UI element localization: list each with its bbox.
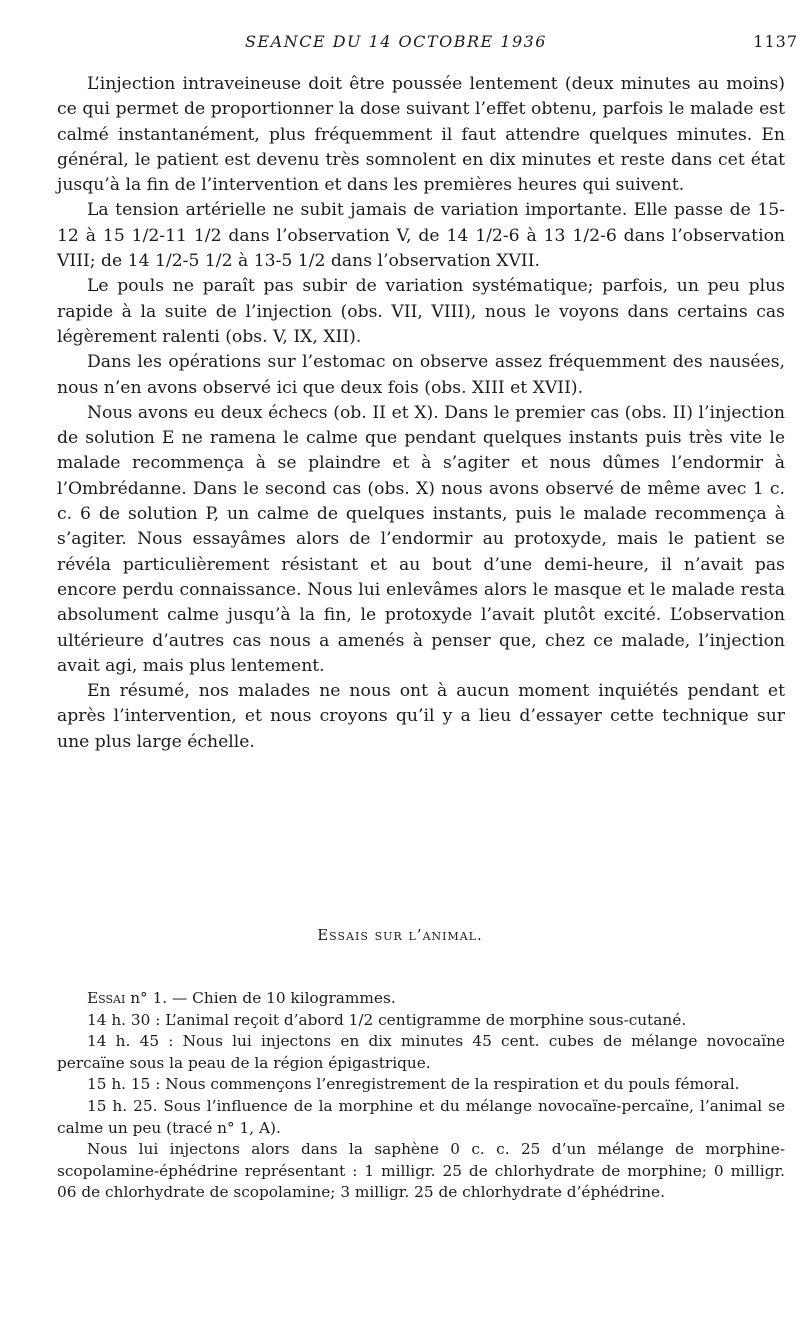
essay-entry: 14 h. 30 : L’animal reçoit d’abord 1/2 centigramme de morphine sous-cutané. [87,1010,687,1029]
paragraph-pouls: Le pouls ne paraît pas subir de variation systématique; parfois, un peu plus rapide à la suite de l’injection (obs. VII, VIII), nous le voyons dans certains cas légèrement ralenti (obs. V, IX, XII). [57,276,785,347]
essay-entry: 15 h. 15 : Nous commençons l’enregistrement de la respiration et du pouls fémoral. [87,1075,740,1094]
section-heading-block [0,925,800,944]
paragraph-injection: L’injection intraveineuse doit être poussée lentement (deux minutes au moins) ce qui permet de proportionner la dose suivant l’effet obtenu, parfois le malade est calmé instantanément, plus fréquemment il faut attendre quelques minutes. En général, le patient est devenu très somnolent en dix minutes et reste dans cet état jusqu’à la fin de l’intervention et dans les premières heures qui suivent. [57,74,785,196]
section-heading: Essais sur l’animal. [317,926,483,944]
essay-title [57,988,785,1010]
paragraph-tension: La tension artérielle ne subit jamais de variation importante. Elle passe de 15-12 à 15 1/2-11 1/2 dans l’observation V, de 14 1/2-6 à 13 1/2-6 dans l’observation VIII; de 14 1/2-5 1/2 à 13-5 1/2 dans l’observation XVII. [57,200,785,272]
body-text [57,72,785,755]
essay-entry: 14 h. 45 : Nous lui injectons en dix minutes 45 cent. cubes de mélange novocaïne percaïne sous la peau de la région épigastrique. [57,1032,785,1072]
page-number: 1137 [753,32,798,51]
essay-block [57,988,785,1204]
running-title: SEANCE DU 14 OCTOBRE 1936 [245,32,547,51]
running-header [0,32,800,56]
essay-entry: 15 h. 25. Sous l’influence de la morphine et du mélange novocaïne-percaïne, l’animal se calme un peu (tracé n° 1, A). [57,1096,785,1137]
essay-title-rest: n° 1. — Chien de 10 kilogrammes. [125,989,396,1007]
paragraph-resume: En résumé, nos malades ne nous ont à aucun moment inquiétés pendant et après l’intervention, et nous croyons qu’il y a lieu d’essayer cette technique sur une plus large échelle. [57,681,785,752]
essay-entry: Nous lui injectons alors dans la saphène 0 c. c. 25 d’un mélange de morphine-scopolamine-éphédrine représentant : 1 milligr. 25 de chlorhydrate de morphine; 0 milligr. 06 de chlorhydrate de scopolamine; 3 milligr. 25 de chlorhydrate d’éphédrine. [57,1140,785,1202]
essay-label: Essai [87,989,126,1007]
paragraph-nausees: Dans les opérations sur l’estomac on observe assez fréquemment des nausées, nous n’en avons observé ici que deux fois (obs. XIII et XVII). [57,352,785,398]
paragraph-echecs: Nous avons eu deux échecs (ob. II et X). Dans le premier cas (obs. II) l’injection de solution E ne ramena le calme que pendant quelques instants puis très vite le malade recommença à se plaindre et à s’agiter et nous dûmes l’endormir à l’Ombrédanne. Dans le second cas (obs. X) nous avons observé de même avec 1 c. c. 6 de solution P, un calme de quelques instants, puis le malade recommença à s’agiter. Nous essayâmes alors de l’endormir au protoxyde, mais le patient se révéla particulièrement résistant et au bout d’une demi-heure, il n’avait pas encore perdu connaissance. Nous lui enlevâmes alors le masque et le malade resta absolument calme jusqu’à la fin, le protoxyde l’avait plutôt excité. L’observation ultérieure d’autres cas nous a amenés à penser que, chez ce malade, l’injection avait agi, mais plus lentement. [57,402,785,676]
